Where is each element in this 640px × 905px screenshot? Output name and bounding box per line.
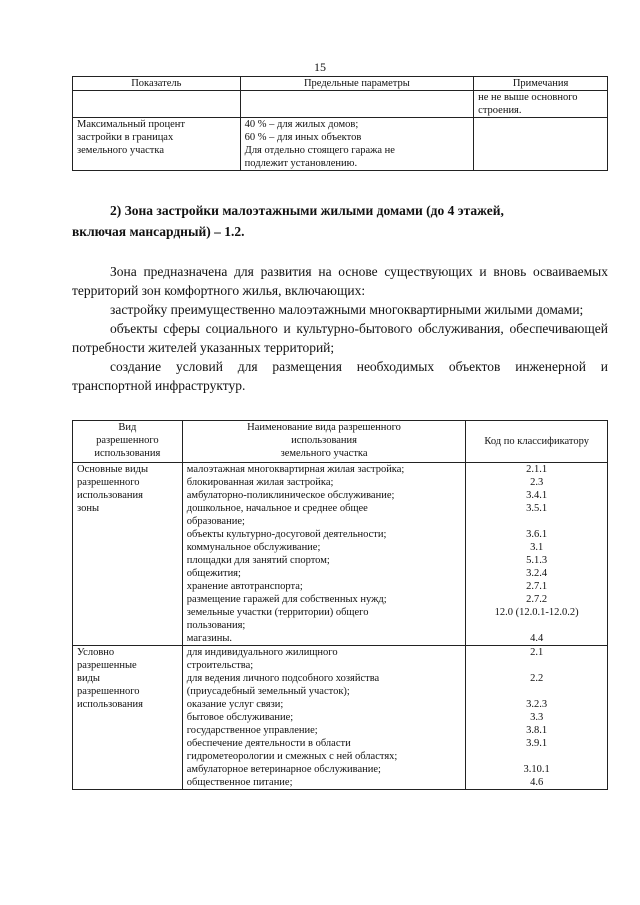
- use-type-cell-line: использования: [77, 699, 143, 710]
- notes-cell-line: строения.: [478, 105, 522, 116]
- page-number: 15: [314, 60, 326, 74]
- use-type-cell-line: использования: [77, 490, 143, 501]
- use-name-cell-line: (приусадебный земельный участок);: [186, 686, 350, 697]
- use-name-cell-line: пользования;: [186, 620, 246, 631]
- use-name-cell-line: бытовое обслуживание;: [186, 712, 294, 723]
- header-classifier-code: Код по классификатору: [466, 421, 608, 463]
- limits-cell-line: 60 % – для иных объектов: [244, 132, 362, 143]
- classifier-code-cell-line: 4.4: [530, 633, 544, 644]
- parameters-table: [72, 76, 608, 171]
- classifier-code-cell: [466, 646, 608, 790]
- use-type-cell: [73, 646, 183, 790]
- use-name-cell-line: государственное управление;: [186, 725, 318, 736]
- use-type-cell-line: зоны: [77, 503, 100, 514]
- use-name-cell-line: блокированная жилая застройка;: [186, 477, 334, 488]
- notes-cell-line: не не выше основного: [478, 92, 578, 103]
- use-name-cell-line: амбулаторное ветеринарное обслуживание;: [186, 764, 381, 775]
- classifier-code-cell-line: 2.3: [530, 477, 544, 488]
- use-name-cell-line: обеспечение деятельности в области: [186, 738, 351, 749]
- use-name-cell-line: дошкольное, начальное и среднее общее: [186, 503, 368, 514]
- classifier-code-cell-line: [470, 515, 603, 528]
- classifier-code-cell-line: [470, 659, 603, 672]
- indicator-cell-line: земельного участка: [77, 145, 164, 156]
- land-use-table-header: [73, 421, 608, 463]
- classifier-code-cell-line: 3.3: [530, 712, 544, 723]
- use-name-cell-line: для индивидуального жилищного: [186, 647, 338, 658]
- classifier-code-cell-line: 3.8.1: [526, 725, 548, 736]
- zone-heading: [72, 200, 608, 242]
- zone-heading-line1: 2) Зона застройки малоэтажными жилыми домами (до 4 этажей,: [110, 203, 504, 218]
- use-name-cell-line: площадки для занятий спортом;: [186, 555, 330, 566]
- use-type-cell: [73, 463, 183, 646]
- use-name-cell-line: оказание услуг связи;: [186, 699, 284, 710]
- use-name-cell-line: магазины.: [186, 633, 233, 644]
- use-name-cell-line: малоэтажная многоквартирная жилая застройка;: [186, 464, 405, 475]
- classifier-code-cell-line: 3.5.1: [526, 503, 548, 514]
- description-item: объекты сферы социального и культурно-бытового обслуживания, обеспечивающей потребности жителей указанных территорий;: [72, 321, 608, 355]
- use-type-cell-line: Условно: [77, 647, 115, 658]
- classifier-code-cell-line: 4.6: [530, 777, 544, 788]
- indicator-cell-line: Максимальный процент: [77, 119, 185, 130]
- zone-heading-line2: включая мансардный) – 1.2.: [72, 224, 245, 239]
- notes-cell: [474, 118, 608, 171]
- header-use-type: Вид разрешенного использования: [73, 421, 183, 463]
- classifier-code-cell-line: 5.1.3: [526, 555, 548, 566]
- description-intro: Зона предназначена для развития на основе существующих и вновь осваиваемых территорий зон комфортного жилья, включающих:: [72, 264, 608, 298]
- use-name-cell-line: амбулаторно-поликлиническое обслуживание;: [186, 490, 395, 501]
- table-row: [73, 646, 608, 790]
- use-type-cell-line: разрешенного: [77, 477, 140, 488]
- use-name-cell-line: общежития;: [186, 568, 241, 579]
- indicator-cell: [73, 91, 241, 118]
- description-item: застройку преимущественно малоэтажными многоквартирными жилыми домами;: [110, 302, 584, 317]
- limits-cell-line: Для отдельно стоящего гаража не: [244, 145, 395, 156]
- limits-cell-line: 40 % – для жилых домов;: [244, 119, 359, 130]
- classifier-code-cell-line: 2.7.2: [526, 594, 548, 605]
- use-name-cell-line: гидрометеорологии и смежных с ней областях;: [186, 751, 398, 762]
- classifier-code-cell-line: 2.1.1: [526, 464, 548, 475]
- limits-cell: [240, 91, 474, 118]
- parameters-table-header: [73, 77, 608, 91]
- classifier-code-cell-line: 12.0 (12.0.1-12.0.2): [494, 607, 579, 618]
- classifier-code-cell-line: [470, 685, 603, 698]
- description-item: создание условий для размещения необходимых объектов инженерной и транспортной инфраструктур.: [72, 359, 608, 393]
- classifier-code-cell-line: 3.6.1: [526, 529, 548, 540]
- limits-cell: [240, 118, 474, 171]
- use-name-cell-line: общественное питание;: [186, 777, 293, 788]
- use-name-cell-line: строительства;: [186, 660, 254, 671]
- classifier-code-cell-line: 3.4.1: [526, 490, 548, 501]
- use-name-cell: [182, 463, 466, 646]
- use-name-cell-line: коммунальное обслуживание;: [186, 542, 321, 553]
- use-name-cell: [182, 646, 466, 790]
- indicator-cell: [73, 118, 241, 171]
- use-name-cell-line: образование;: [186, 516, 245, 527]
- use-type-cell-line: разрешенного: [77, 686, 140, 697]
- use-name-cell-line: размещение гаражей для собственных нужд;: [186, 594, 387, 605]
- indicator-cell-line: застройки в границах: [77, 132, 174, 143]
- table-row: [73, 463, 608, 646]
- zone-description: [72, 262, 608, 395]
- use-type-cell-line: разрешенные: [77, 660, 137, 671]
- classifier-code-cell-line: 3.1: [530, 542, 544, 553]
- use-name-cell-line: объекты культурно-досуговой деятельности;: [186, 529, 387, 540]
- notes-cell: [474, 91, 608, 118]
- classifier-code-cell-line: 2.7.1: [526, 581, 548, 592]
- classifier-code-cell-line: 2.2: [530, 673, 544, 684]
- land-use-table: [72, 420, 608, 790]
- use-name-cell-line: для ведения личного подсобного хозяйства: [186, 673, 380, 684]
- classifier-code-cell-line: [470, 750, 603, 763]
- header-use-name: Наименование вида разрешенного использования земельного участка: [182, 421, 466, 463]
- use-name-cell-line: хранение автотранспорта;: [186, 581, 303, 592]
- table-row: [73, 118, 608, 171]
- limits-cell-line: подлежит установлению.: [244, 158, 358, 169]
- classifier-code-cell-line: [470, 619, 603, 632]
- use-type-cell-line: виды: [77, 673, 100, 684]
- header-indicator: Показатель: [73, 77, 241, 91]
- header-notes: Примечания: [474, 77, 608, 91]
- use-name-cell-line: земельные участки (территории) общего: [186, 607, 369, 618]
- classifier-code-cell-line: 3.2.4: [526, 568, 548, 579]
- classifier-code-cell-line: 3.9.1: [526, 738, 548, 749]
- header-limits: Предельные параметры: [240, 77, 474, 91]
- classifier-code-cell-line: 2.1: [530, 647, 544, 658]
- table-row: [73, 91, 608, 118]
- use-type-cell-line: Основные виды: [77, 464, 149, 475]
- classifier-code-cell-line: 3.10.1: [523, 764, 550, 775]
- classifier-code-cell: [466, 463, 608, 646]
- classifier-code-cell-line: 3.2.3: [526, 699, 548, 710]
